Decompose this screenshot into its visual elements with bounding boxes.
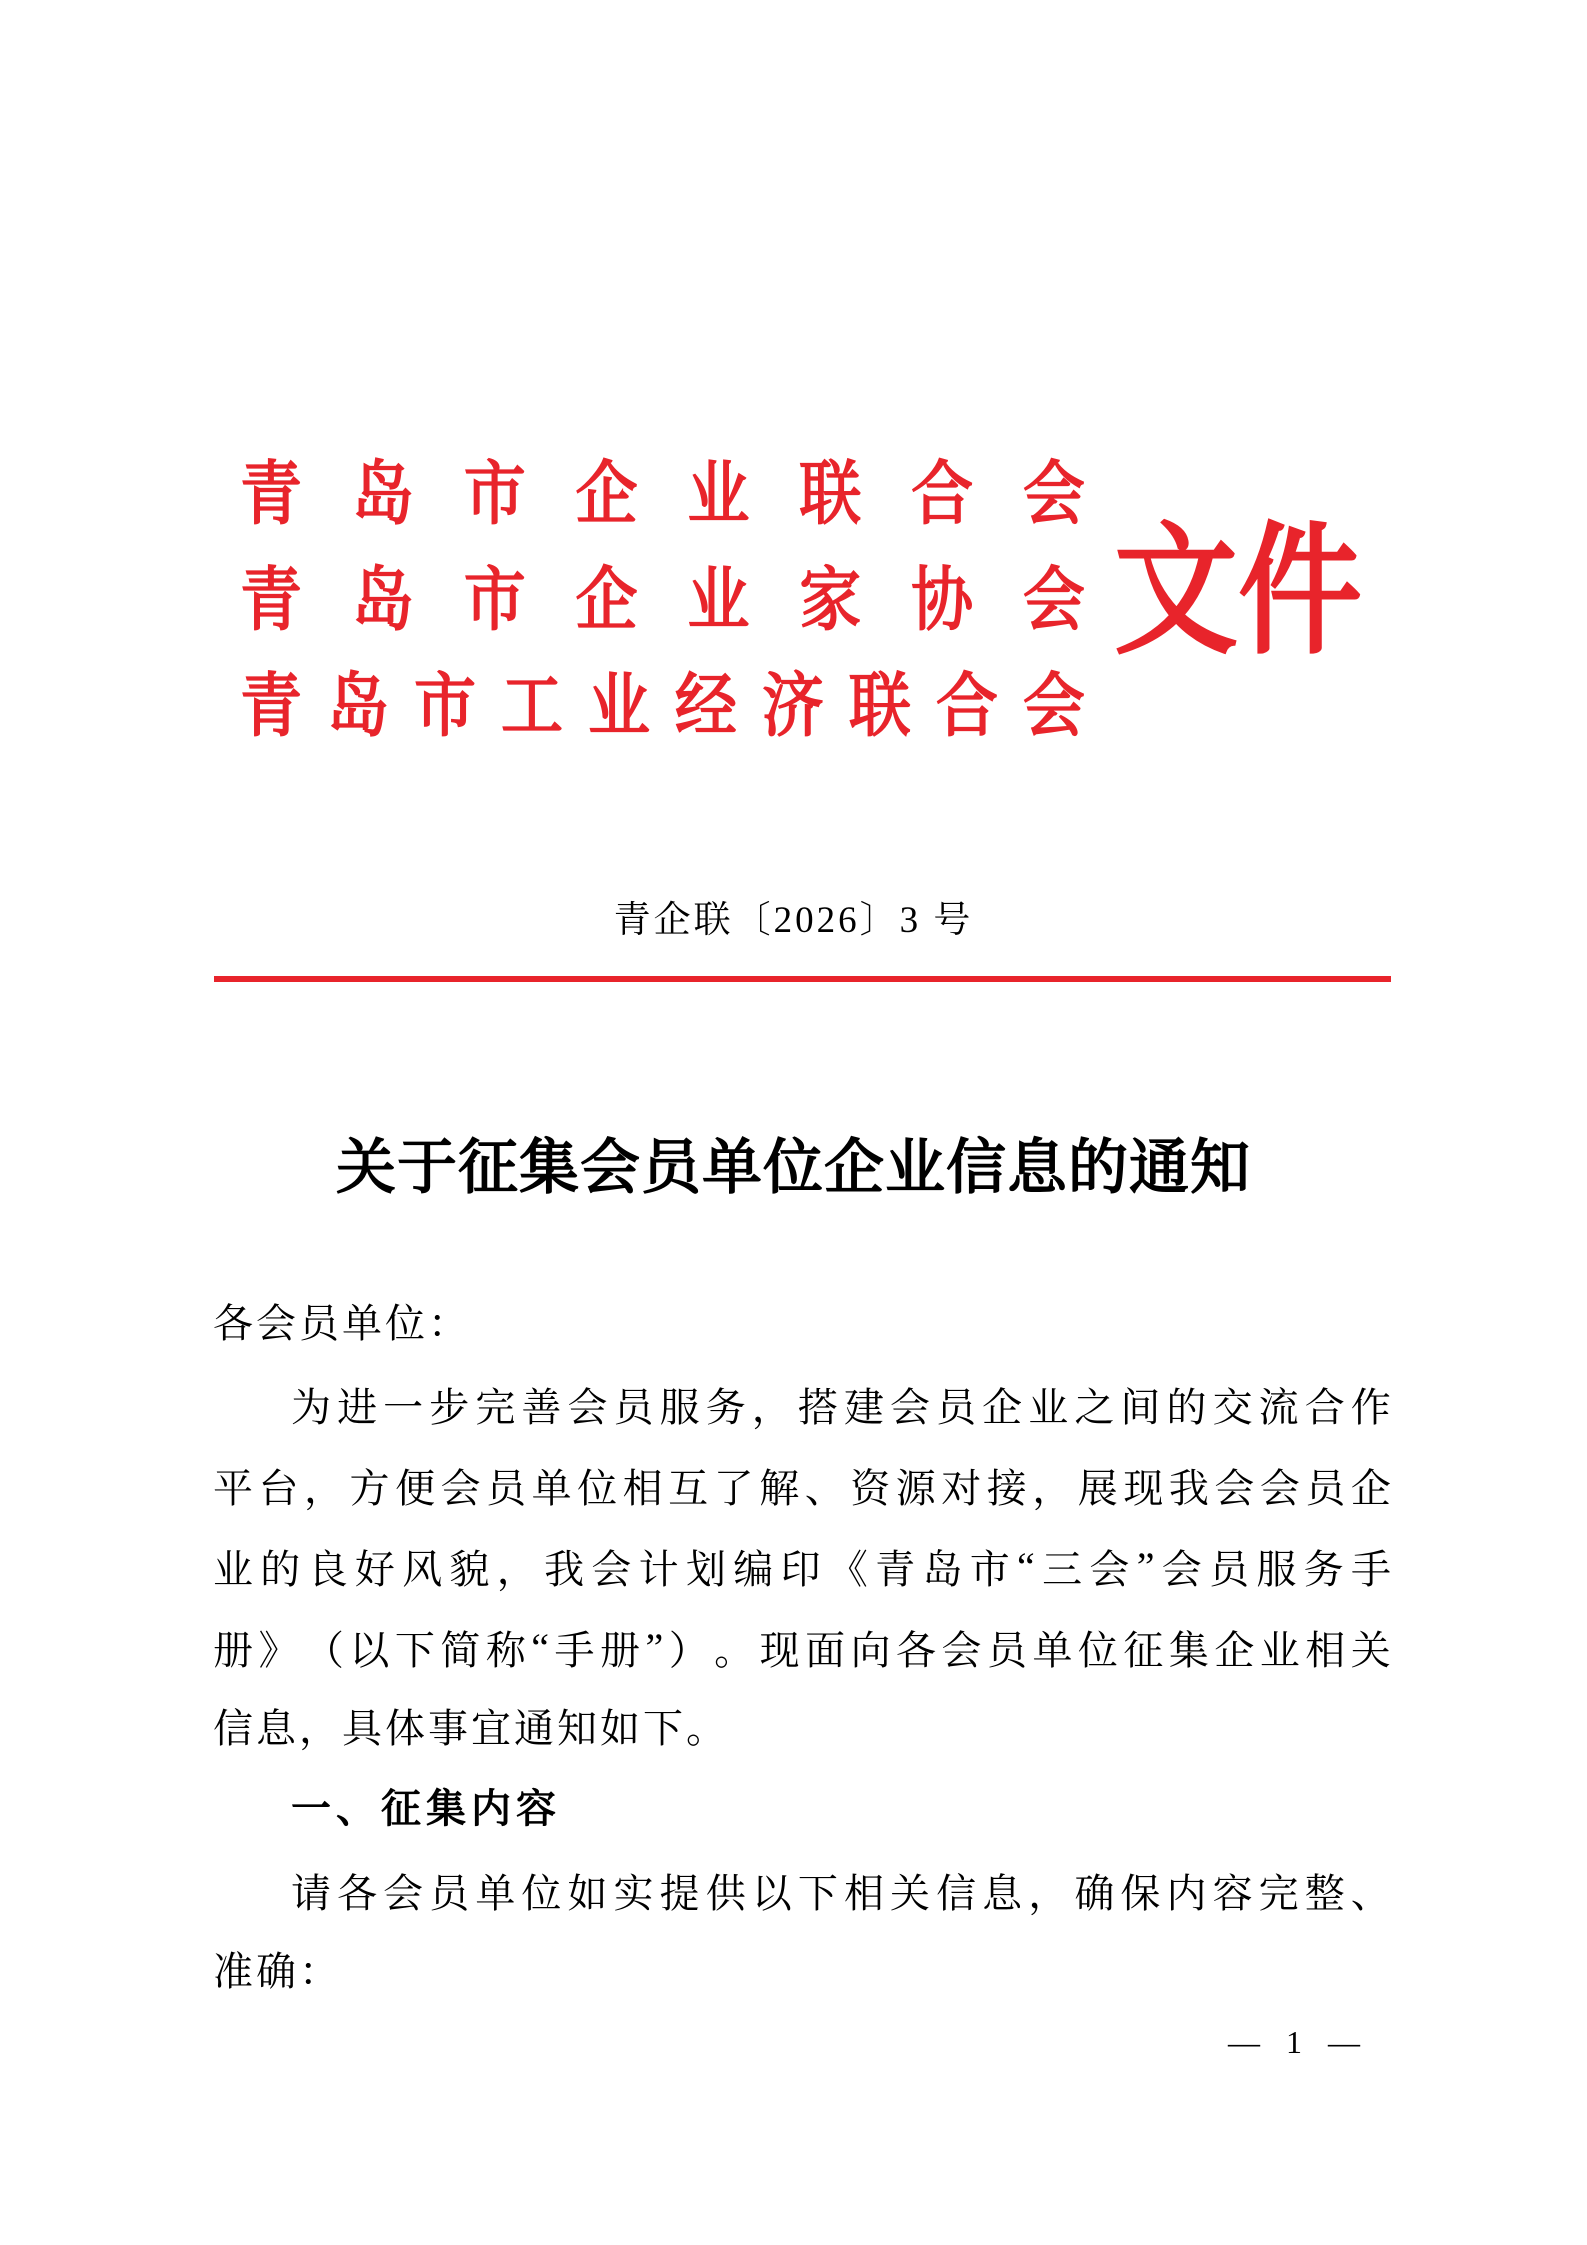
body-char: 青 — [875, 1547, 916, 1592]
paragraph-line — [213, 1607, 1391, 1688]
body-char: 完 — [475, 1385, 516, 1430]
body-char: 员 — [1209, 1547, 1250, 1592]
body-char: 会 — [1161, 1547, 1202, 1592]
body-char: 会 — [1089, 1547, 1130, 1592]
body-char: 业 — [1259, 1628, 1300, 1673]
body-char: 岛 — [922, 1547, 963, 1592]
body-char: 、 — [804, 1466, 845, 1511]
body-char: 业 — [1028, 1385, 1069, 1430]
body-char: 称 — [485, 1628, 526, 1673]
body-char: 各 — [337, 1871, 378, 1916]
org-name-char: 企 — [575, 456, 638, 534]
org-name-char: 青 — [240, 562, 303, 640]
body-char: 手 — [1350, 1547, 1391, 1592]
body-char: 请 — [291, 1871, 331, 1916]
paragraph-line — [213, 1364, 1391, 1445]
body-char: 现 — [1123, 1466, 1164, 1511]
org-name-char: 联 — [848, 668, 911, 746]
body-char: 源 — [895, 1466, 936, 1511]
paragraph-line — [213, 1850, 1391, 1931]
body-char: ， — [1032, 1466, 1073, 1511]
body-char: ” — [645, 1625, 664, 1670]
body-char: 位 — [577, 1466, 618, 1511]
body-char: 员 — [613, 1385, 654, 1430]
body-char: 下 — [797, 1871, 838, 1916]
document-title: 关于征集会员单位企业信息的通知 — [336, 1135, 1251, 1201]
org-name-char: 岛 — [351, 562, 414, 640]
body-char: 册 — [213, 1628, 253, 1673]
org-name-char: 合 — [935, 668, 998, 746]
body-char: 会 — [1214, 1466, 1255, 1511]
body-char: 服 — [659, 1385, 700, 1430]
body-char: 员 — [429, 1871, 470, 1916]
body-char: 台 — [258, 1466, 299, 1511]
body-char: 员 — [986, 1628, 1027, 1673]
body-char: 会 — [383, 1871, 424, 1916]
org-name-char: 青 — [240, 668, 303, 746]
body-char: ， — [496, 1547, 537, 1592]
body-char: 会 — [1259, 1466, 1300, 1511]
body-char: ” — [1136, 1544, 1155, 1589]
body-char: 》 — [258, 1628, 299, 1673]
body-char: 提 — [659, 1871, 700, 1916]
body-char: 了 — [713, 1466, 754, 1511]
body-char: 手 — [554, 1628, 595, 1673]
body-char: 良 — [307, 1547, 348, 1592]
body-char: 解 — [759, 1466, 800, 1511]
doc-number: 青企联〔2026〕3 号 — [613, 900, 974, 941]
body-char: 现 — [759, 1628, 800, 1673]
body-char: 企 — [982, 1385, 1023, 1430]
body-char: 保 — [1120, 1871, 1161, 1916]
org-name-char: 济 — [761, 668, 824, 746]
org-name-char: 工 — [500, 668, 563, 746]
body-char: 册 — [599, 1628, 640, 1673]
body-char: 印 — [780, 1547, 821, 1592]
body-char: 步 — [429, 1385, 470, 1430]
body-char: ， — [1028, 1871, 1069, 1916]
body-char: 务 — [1303, 1547, 1344, 1592]
body-char: 相 — [843, 1871, 884, 1916]
body-char: 信 — [936, 1871, 977, 1916]
paragraph-line: 信息，具体事宜通知如下。 — [213, 1706, 729, 1751]
body-char: 三 — [1042, 1547, 1083, 1592]
body-char: 确 — [1074, 1871, 1115, 1916]
org-name-char: 业 — [687, 456, 750, 534]
body-char: 相 — [1305, 1628, 1346, 1673]
body-char: 合 — [1304, 1385, 1345, 1430]
body-char: 流 — [1258, 1385, 1299, 1430]
body-char: 建 — [843, 1385, 884, 1430]
document-body — [213, 1283, 1391, 2012]
body-char: 貌 — [449, 1547, 490, 1592]
body-char: 一 — [383, 1385, 424, 1430]
body-char: 整 — [1304, 1871, 1345, 1916]
body-char: 单 — [475, 1871, 516, 1916]
org-name-char: 会 — [1022, 456, 1085, 534]
body-char: “ — [531, 1625, 550, 1670]
org-name-char: 合 — [911, 456, 974, 534]
body-char: 员 — [486, 1466, 527, 1511]
salutation: 各会员单位： — [213, 1301, 471, 1346]
letterhead-doc-type-label: 文件 — [1114, 513, 1363, 672]
body-char: 相 — [622, 1466, 663, 1511]
body-char: 如 — [567, 1871, 608, 1916]
body-char: 善 — [521, 1385, 562, 1430]
body-char: 便 — [395, 1466, 436, 1511]
body-char: 位 — [521, 1871, 562, 1916]
body-char: 、 — [1350, 1871, 1391, 1916]
body-char: 间 — [1120, 1385, 1161, 1430]
body-char: ， — [304, 1466, 345, 1511]
body-char: 计 — [638, 1547, 679, 1592]
body-char: 简 — [440, 1628, 481, 1673]
body-char: 会 — [591, 1547, 632, 1592]
org-name-char: 协 — [911, 562, 974, 640]
body-char: 平 — [213, 1466, 253, 1511]
body-char: 会 — [440, 1466, 481, 1511]
body-char: 市 — [969, 1547, 1010, 1592]
org-name-char: 市 — [463, 562, 526, 640]
body-char: 集 — [1168, 1628, 1209, 1673]
body-char: 完 — [1258, 1871, 1299, 1916]
body-char: 会 — [567, 1385, 608, 1430]
body-char: 为 — [291, 1385, 331, 1430]
body-char: 各 — [896, 1628, 937, 1673]
body-char: 进 — [337, 1385, 378, 1430]
paragraph-line: 准确： — [213, 1949, 342, 1994]
body-char: “ — [1017, 1544, 1035, 1589]
body-char: （ — [303, 1628, 344, 1673]
body-char: ） — [668, 1628, 709, 1673]
org-name-char: 市 — [413, 668, 476, 746]
org-name-char: 岛 — [326, 668, 389, 746]
body-char: 编 — [733, 1547, 774, 1592]
body-char: 好 — [354, 1547, 395, 1592]
red-divider-line — [214, 976, 1391, 982]
body-char: 的 — [260, 1547, 301, 1592]
body-char: 交 — [1212, 1385, 1253, 1430]
body-char: 对 — [941, 1466, 982, 1511]
org-name-char: 青 — [240, 456, 303, 534]
body-char: 我 — [1168, 1466, 1209, 1511]
body-char: 之 — [1074, 1385, 1115, 1430]
body-char: 下 — [394, 1628, 435, 1673]
body-char: 面 — [805, 1628, 846, 1673]
body-char: 员 — [1305, 1466, 1346, 1511]
body-char: 业 — [213, 1547, 253, 1592]
body-char: 容 — [1212, 1871, 1253, 1916]
body-char: 向 — [850, 1628, 891, 1673]
letterhead-org-names — [240, 456, 1085, 780]
body-char: 实 — [613, 1871, 654, 1916]
body-char: 员 — [936, 1385, 977, 1430]
paragraph-line — [213, 1445, 1391, 1526]
body-char: 。 — [714, 1628, 755, 1673]
body-char: 务 — [705, 1385, 746, 1430]
org-name-char: 企 — [575, 562, 638, 640]
body-char: 服 — [1256, 1547, 1297, 1592]
body-char: 企 — [1350, 1466, 1391, 1511]
org-name-char: 业 — [687, 562, 750, 640]
body-char: 内 — [1166, 1871, 1207, 1916]
body-char: 会 — [890, 1385, 931, 1430]
body-char: 关 — [890, 1871, 931, 1916]
body-char: 以 — [751, 1871, 792, 1916]
org-name-char: 联 — [799, 456, 862, 534]
section-heading: 一、征集内容 — [291, 1787, 561, 1831]
body-char: 搭 — [797, 1385, 838, 1430]
org-name-char: 会 — [1022, 562, 1085, 640]
body-char: 接 — [986, 1466, 1027, 1511]
org-name-char: 经 — [674, 668, 737, 746]
body-char: 供 — [705, 1871, 746, 1916]
body-char: 以 — [349, 1628, 390, 1673]
org-name-char: 岛 — [351, 456, 414, 534]
body-char: 单 — [1032, 1628, 1073, 1673]
body-char: 会 — [941, 1628, 982, 1673]
body-char: 资 — [850, 1466, 891, 1511]
body-char: 互 — [668, 1466, 709, 1511]
paragraph-line — [213, 1526, 1391, 1607]
body-char: ， — [751, 1385, 792, 1430]
body-char: 位 — [1077, 1628, 1118, 1673]
org-name-char: 市 — [463, 456, 526, 534]
org-name-line-2 — [240, 564, 1085, 638]
body-char: 划 — [685, 1547, 726, 1592]
org-name-line-1 — [240, 458, 1085, 532]
org-name-char: 会 — [1022, 668, 1085, 746]
body-char: 息 — [982, 1871, 1023, 1916]
org-name-char: 家 — [799, 562, 862, 640]
org-name-line-3 — [240, 670, 1085, 744]
body-char: 我 — [544, 1547, 585, 1592]
body-char: 作 — [1350, 1385, 1391, 1430]
body-char: 的 — [1166, 1385, 1207, 1430]
body-char: 风 — [402, 1547, 443, 1592]
body-char: 征 — [1123, 1628, 1164, 1673]
body-char: 《 — [827, 1547, 868, 1592]
body-char: 展 — [1077, 1466, 1118, 1511]
body-char: 单 — [531, 1466, 572, 1511]
body-char: 企 — [1214, 1628, 1255, 1673]
page-number: — 1 — — [1228, 2024, 1362, 2060]
body-char: 关 — [1350, 1628, 1391, 1673]
org-name-char: 业 — [587, 668, 650, 746]
body-char: 方 — [349, 1466, 390, 1511]
